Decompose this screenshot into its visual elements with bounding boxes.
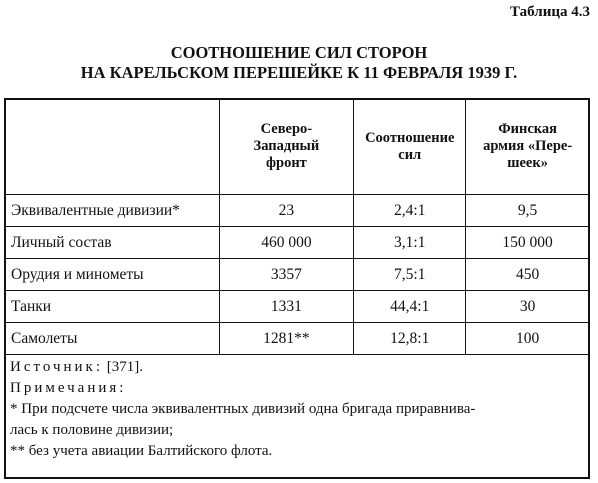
row-ratio: 3,1:1 bbox=[354, 227, 466, 259]
row-name: Самолеты bbox=[5, 323, 220, 355]
note-2: ** без учета авиации Балтийского флота. bbox=[10, 443, 273, 459]
header-northwest-front-line: Северо- bbox=[260, 121, 313, 137]
header-indicator bbox=[5, 99, 220, 195]
table-row bbox=[5, 259, 590, 291]
row-name: Орудия и минометы bbox=[5, 259, 220, 291]
row-ratio: 7,5:1 bbox=[354, 259, 466, 291]
source-label: Источник: bbox=[10, 359, 104, 375]
row-ratio: 2,4:1 bbox=[354, 195, 466, 227]
header-finnish-army-line: шеек» bbox=[507, 155, 548, 171]
row-name: Личный состав bbox=[5, 227, 220, 259]
source-value: [371]. bbox=[103, 359, 144, 375]
row-nw-front: 23 bbox=[219, 195, 354, 227]
table-title-line-2: НА КАРЕЛЬСКОМ ПЕРЕШЕЙКЕ К 11 ФЕВРАЛЯ 1939 Г. bbox=[80, 63, 518, 82]
header-ratio bbox=[354, 99, 466, 195]
row-finnish: 150 000 bbox=[466, 227, 590, 259]
table-title-line-1: СООТНОШЕНИЕ СИЛ СТОРОН bbox=[170, 43, 428, 62]
header-northwest-front-line: фронт bbox=[265, 155, 307, 171]
forces-ratio-table bbox=[4, 98, 590, 355]
header-finnish-army-line: армия «Пере- bbox=[483, 138, 573, 154]
source-line bbox=[10, 357, 584, 378]
header-northwest-front bbox=[219, 99, 354, 195]
table-header-row bbox=[5, 99, 590, 195]
table-row bbox=[5, 195, 590, 227]
table-number-label: Таблица 4.3 bbox=[510, 4, 590, 20]
row-ratio: 12,8:1 bbox=[354, 323, 466, 355]
notes-label: Примечания: bbox=[10, 380, 127, 396]
row-finnish: 9,5 bbox=[466, 195, 590, 227]
note-1-line-2: лась к половине дивизии; bbox=[10, 422, 174, 438]
row-nw-front: 1331 bbox=[219, 291, 354, 323]
header-ratio-line: Соотношение bbox=[365, 129, 455, 146]
row-name: Танки bbox=[5, 291, 220, 323]
row-finnish: 450 bbox=[466, 259, 590, 291]
row-finnish: 30 bbox=[466, 291, 590, 323]
row-nw-front: 1281** bbox=[219, 323, 354, 355]
table-row bbox=[5, 227, 590, 259]
row-finnish: 100 bbox=[466, 323, 590, 355]
table-row bbox=[5, 323, 590, 355]
note-1-line-1: * При подсчете числа эквивалентных дивизий одна бригада приравнива- bbox=[10, 401, 476, 417]
table-notes bbox=[10, 357, 584, 462]
row-nw-front: 3357 bbox=[219, 259, 354, 291]
row-ratio: 44,4:1 bbox=[354, 291, 466, 323]
row-nw-front: 460 000 bbox=[219, 227, 354, 259]
table-row bbox=[5, 291, 590, 323]
row-name: Эквивалентные дивизии* bbox=[5, 195, 220, 227]
header-finnish-army-line: Финская bbox=[498, 121, 558, 137]
header-finnish-army bbox=[466, 99, 590, 195]
header-northwest-front-line: Западный bbox=[253, 138, 320, 154]
header-ratio-line: сил bbox=[398, 146, 422, 163]
